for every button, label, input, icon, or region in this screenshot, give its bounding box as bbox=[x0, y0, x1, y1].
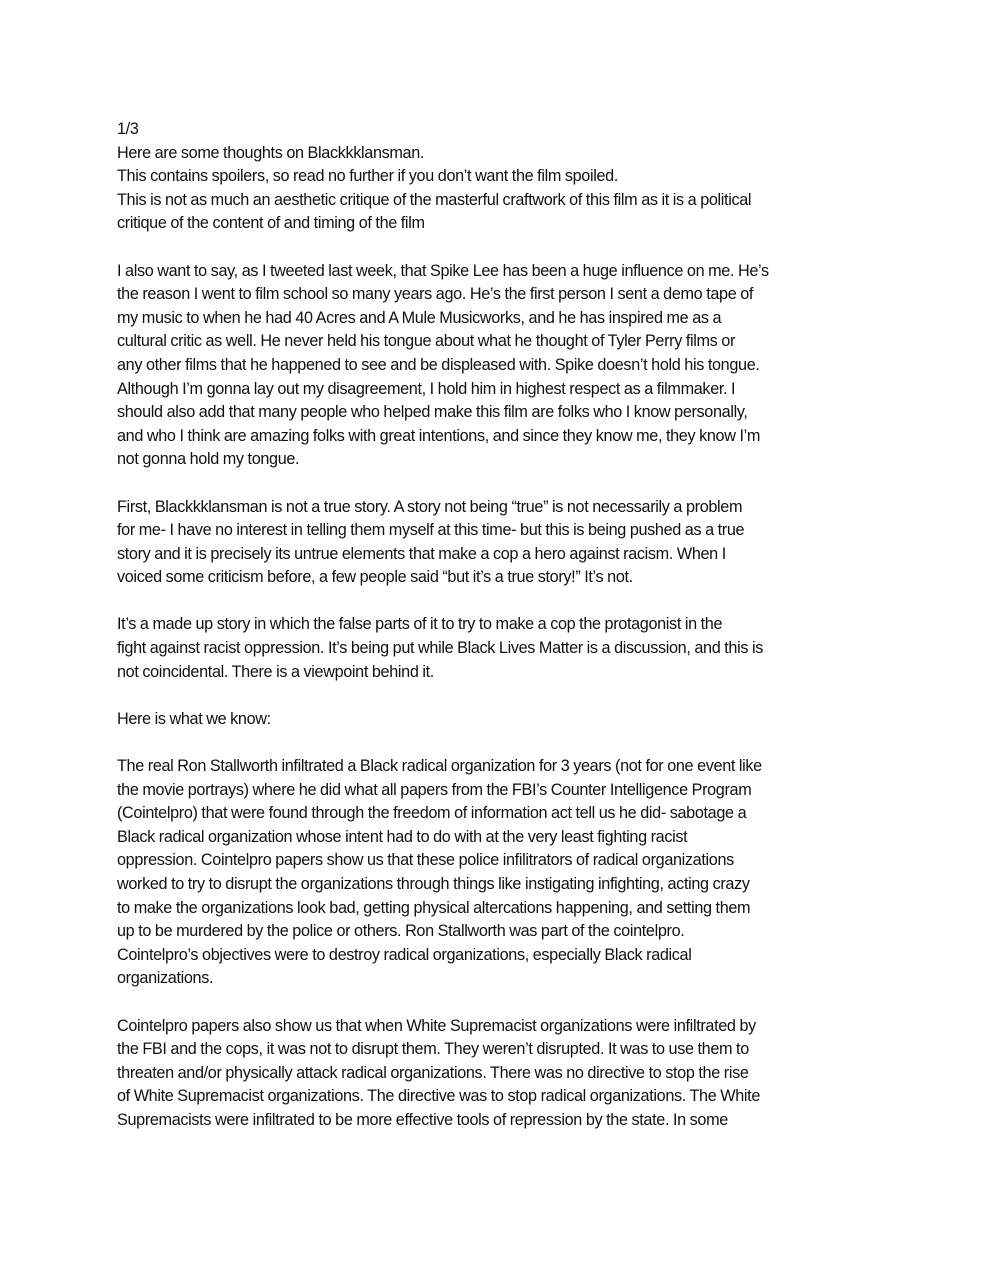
page-label: 1/3 bbox=[117, 120, 139, 138]
text-line: the movie portrays) where he did what all papers from the FBI’s Counter Intelligence Program bbox=[117, 780, 752, 799]
text-line: fight against racist oppression. It’s being put while Black Lives Matter is a discussion, and this is bbox=[117, 639, 764, 658]
paragraph-spacer bbox=[117, 236, 877, 260]
text-line: story and it is precisely its untrue elements that make a cop a hero against racism. When I bbox=[117, 544, 726, 563]
text-line: I also want to say, as I tweeted last week, that Spike Lee has been a huge influence on me. He’s bbox=[117, 261, 769, 280]
text-line: It’s a made up story in which the false parts of it to try to make a cop the protagonist in the bbox=[117, 615, 723, 634]
text-line: The real Ron Stallworth infiltrated a Black radical organization for 3 years (not for one event like bbox=[117, 757, 762, 776]
text-line: Supremacists were infiltrated to be more effective tools of repression by the state. In some bbox=[117, 1110, 728, 1129]
text-line: cultural critic as well. He never held his tongue about what he thought of Tyler Perry films or bbox=[117, 332, 736, 351]
text-line: voiced some criticism before, a few people said “but it’s a true story!” It’s not. bbox=[117, 568, 633, 587]
text-line: First, Blackkklansman is not a true story. A story not being “true” is not necessarily a problem bbox=[117, 497, 743, 516]
text-line: Although I’m gonna lay out my disagreement, I hold him in highest respect as a filmmaker. I bbox=[117, 379, 736, 398]
text-line: up to be murdered by the police or others. Ron Stallworth was part of the cointelpro. bbox=[117, 922, 685, 941]
text-line: threaten and/or physically attack radical organizations. There was no directive to stop the rise bbox=[117, 1063, 749, 1082]
document-page bbox=[117, 118, 877, 1133]
text-line: the FBI and the cops, it was not to disrupt them. They weren’t disrupted. It was to use them to bbox=[117, 1040, 749, 1059]
text-line: This is not as much an aesthetic critique of the masterful craftwork of this film as it is a political bbox=[117, 190, 752, 209]
paragraph bbox=[117, 142, 877, 236]
text-line: oppression. Cointelpro papers show us that these police infilitrators of radical organizations bbox=[117, 851, 734, 870]
text-line: and who I think are amazing folks with great intentions, and since they know me, they know I’m bbox=[117, 426, 761, 445]
paragraph-spacer bbox=[117, 731, 877, 755]
paragraph-spacer bbox=[117, 991, 877, 1015]
text-line: Cointelpro papers also show us that when White Supremacist organizations were infiltrated by bbox=[117, 1016, 756, 1035]
text-line: not gonna hold my tongue. bbox=[117, 450, 300, 469]
paragraph bbox=[117, 755, 877, 991]
text-line: organizations. bbox=[117, 969, 214, 988]
paragraph-spacer bbox=[117, 472, 877, 496]
paragraph bbox=[117, 1015, 877, 1133]
text-line: Here are some thoughts on Blackkklansman. bbox=[117, 143, 425, 162]
text-line: not coincidental. There is a viewpoint behind it. bbox=[117, 662, 434, 681]
text-line: should also add that many people who helped make this film are folks who I know personally, bbox=[117, 403, 748, 422]
text-line: my music to when he had 40 Acres and A Mule Musicworks, and he has inspired me as a bbox=[117, 308, 722, 327]
paragraph-spacer bbox=[117, 590, 877, 614]
text-line: Cointelpro’s objectives were to destroy radical organizations, especially Black radical bbox=[117, 945, 692, 964]
text-line: to make the organizations look bad, getting physical altercations happening, and setting them bbox=[117, 898, 751, 917]
text-line: Here is what we know: bbox=[117, 709, 271, 728]
text-line: critique of the content of and timing of the film bbox=[117, 214, 425, 233]
paragraph bbox=[117, 260, 877, 472]
text-line: Black radical organization whose intent had to do with at the very least fighting racist bbox=[117, 827, 688, 846]
document-body bbox=[117, 142, 877, 1133]
paragraph bbox=[117, 613, 877, 684]
text-line: (Cointelpro) that were found through the freedom of information act tell us he did- sabotage a bbox=[117, 804, 747, 823]
text-line: worked to try to disrupt the organizations through things like instigating infighting, acting crazy bbox=[117, 875, 750, 893]
text-line: This contains spoilers, so read no further if you don’t want the film spoiled. bbox=[117, 167, 619, 186]
text-line: any other films that he happened to see and be displeased with. Spike doesn’t hold his tongue. bbox=[117, 355, 760, 374]
paragraph bbox=[117, 496, 877, 590]
text-line: for me- I have no interest in telling them myself at this time- but this is being pushed as a true bbox=[117, 521, 745, 540]
text-line: the reason I went to film school so many years ago. He’s the first person I sent a demo tape of bbox=[117, 285, 754, 304]
paragraph bbox=[117, 708, 877, 732]
text-line: of White Supremacist organizations. The directive was to stop radical organizations. The White bbox=[117, 1087, 760, 1106]
paragraph-spacer bbox=[117, 684, 877, 708]
